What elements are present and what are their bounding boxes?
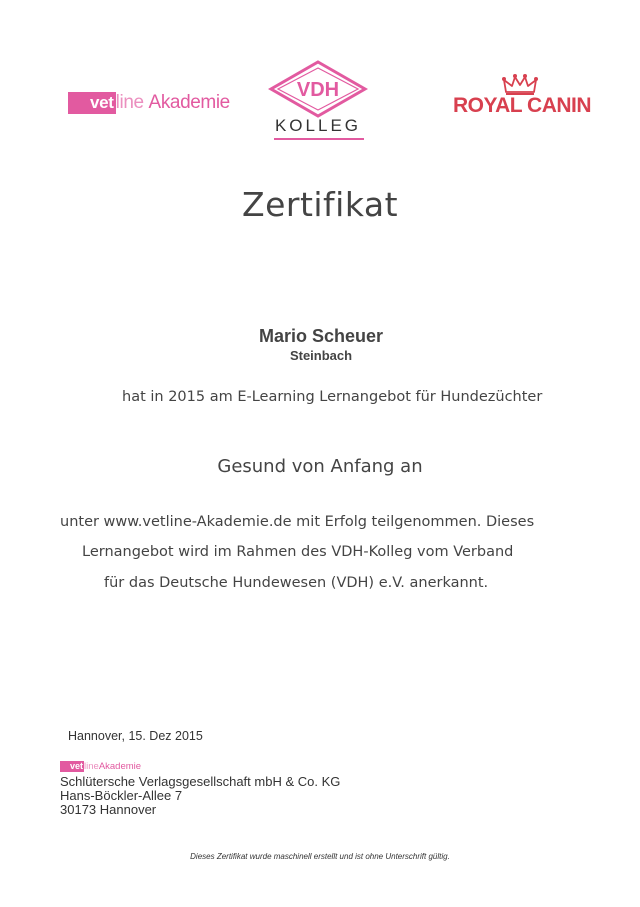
certificate-title: Zertifikat <box>241 185 399 224</box>
place-and-date: Hannover, 15. Dez 2015 <box>68 729 203 743</box>
course-title: Gesund von Anfang an <box>217 456 423 477</box>
vetline-logo-line: line <box>115 92 144 113</box>
footer-logo-vet: vet <box>60 761 84 772</box>
address-street: Hans-Böckler-Allee 7 <box>60 788 183 803</box>
footer-logo-line: line <box>84 761 99 772</box>
royal-canin-text: ROYAL CANIN <box>453 94 592 117</box>
footer-vetline-logo <box>60 761 141 772</box>
intro-text: hat in 2015 am E-Learning Lernangebot für Hundezüchter <box>122 389 543 405</box>
vetline-logo-vet: vet <box>68 92 116 114</box>
recipient-name: Mario Scheuer <box>258 326 384 346</box>
recipient-city: Steinbach <box>289 348 353 363</box>
footer-logo-akademie: Akademie <box>98 761 142 772</box>
body-text-line: unter www.vetline-Akademie.de mit Erfolg teilgenommen. Dieses <box>60 514 535 530</box>
vdh-logo-mark: VDH <box>296 79 340 101</box>
vdh-logo-underline <box>274 138 364 140</box>
address-company: Schlütersche Verlagsgesellschaft mbH & Co. KG <box>60 774 341 789</box>
vetline-logo-akademie: Akademie <box>148 92 230 113</box>
royal-canin-logo <box>450 74 595 122</box>
vetline-akademie-logo <box>68 92 230 114</box>
vdh-logo-kolleg: KOLLEG <box>274 116 362 135</box>
disclaimer-note: Dieses Zertifikat wurde maschinell erstellt und ist ohne Unterschrift gültig. <box>190 852 450 861</box>
vdh-diamond-icon <box>268 60 368 118</box>
address-city: 30173 Hannover <box>60 802 157 817</box>
body-text-line: Lernangebot wird im Rahmen des VDH-Kolleg vom Verband <box>82 544 514 560</box>
crown-icon <box>502 74 538 96</box>
vdh-kolleg-logo <box>268 60 368 140</box>
body-text-line: für das Deutsche Hundewesen (VDH) e.V. anerkannt. <box>104 575 489 591</box>
